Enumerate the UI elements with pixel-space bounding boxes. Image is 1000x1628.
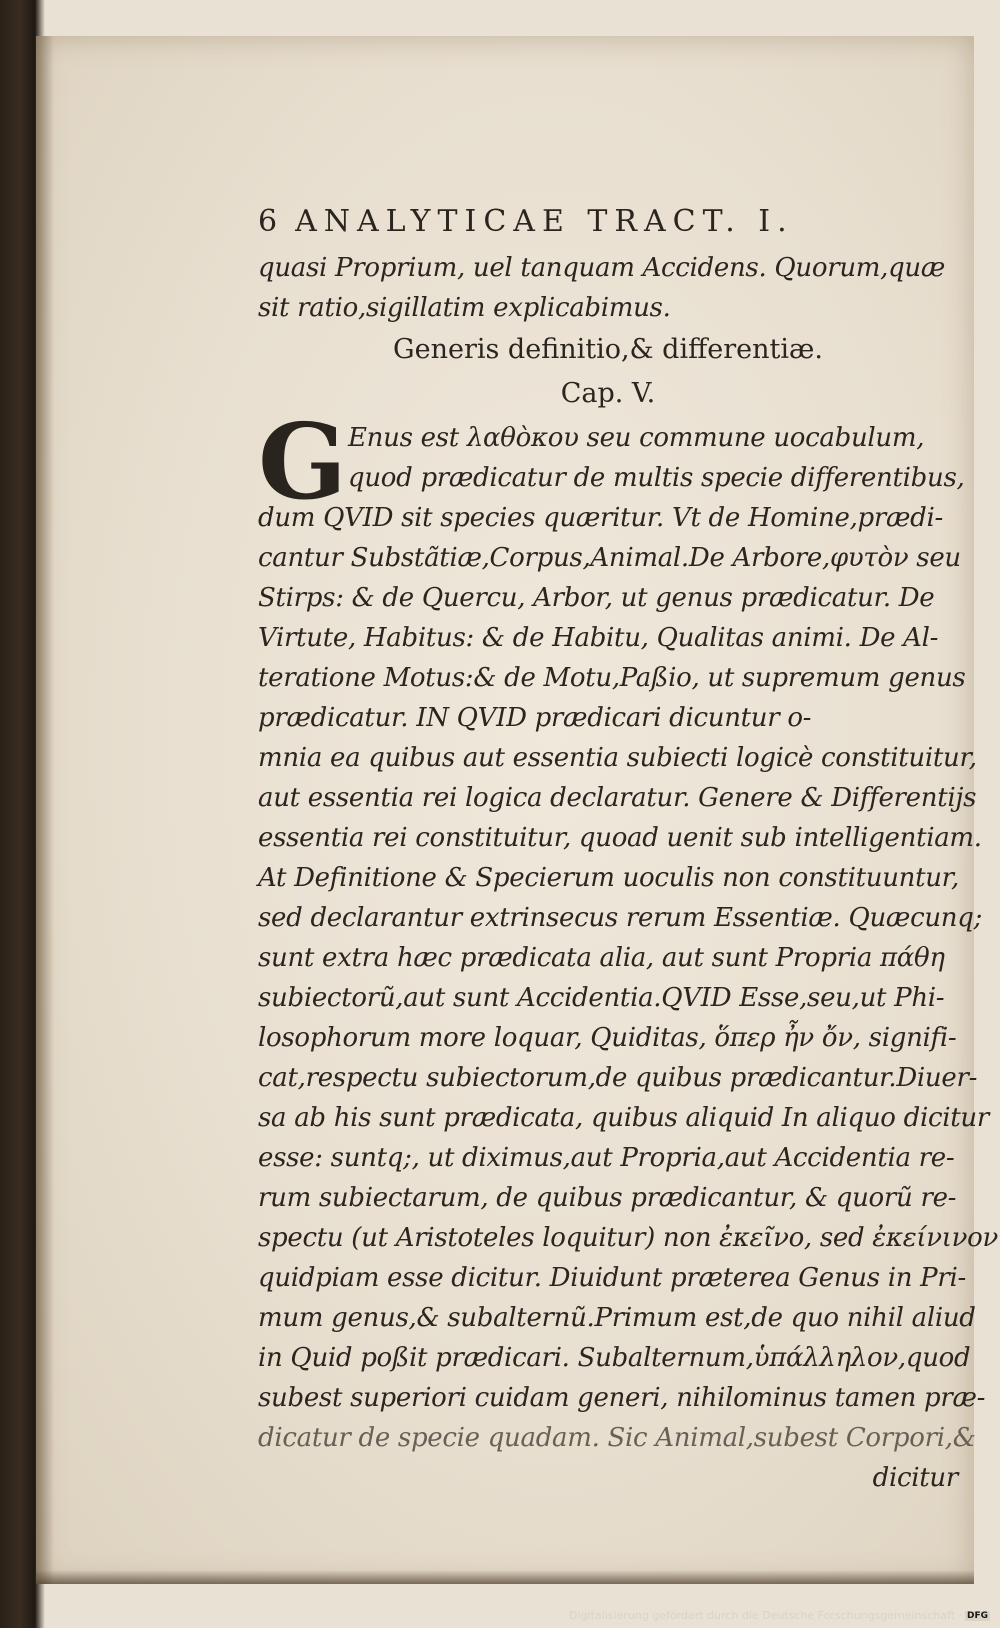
intro-line: sit ratio,sigillatim explicabimus.: [258, 293, 671, 323]
body-line: dum QVID sit species quæritur. Vt de Homine,prædi-: [258, 503, 943, 533]
body-line: sed declarantur extrinsecus rerum Essentiæ. Quæcunq;: [258, 903, 983, 933]
intro-line: quasi Proprium, uel tanquam Accidens. Quorum,quæ: [258, 253, 946, 283]
body-line: losophorum more loquar, Quiditas, ὅπερ ἦν ὄν, signifi-: [258, 1023, 957, 1053]
book-page: [36, 36, 999, 1584]
body-line: cantur Substãtiæ,Corpus,Animal.De Arbore,φυτὸν seu: [258, 543, 961, 573]
body-line: Stirps: & de Quercu, Arbor, ut genus prædicatur. De: [258, 583, 935, 613]
body-line: mum genus,& subalternũ.Primum est,de quo nihil aliud: [258, 1303, 976, 1333]
body-line: quod prædicatur de multis specie differentibus,: [348, 463, 965, 493]
body-line: prædicatur. IN QVID prædicari dicuntur o-: [258, 703, 812, 733]
credit-text: Digitalisierung gefördert durch die Deutsche Forschungsgemeinschaft: [569, 1609, 955, 1622]
page-bottom-edge: [36, 1570, 974, 1584]
body-line: Enus est λαθὸκου seu commune uocabulum,: [348, 423, 925, 453]
page-number: 6: [258, 204, 278, 239]
body-line: esse: suntq;, ut diximus,aut Propria,aut Accidentia re-: [258, 1143, 955, 1173]
body-line: rum subiectarum, de quibus prædicantur, & quorũ re-: [258, 1183, 957, 1213]
body-line: sa ab his sunt prædicata, quibus aliquid In aliquo dicitur: [258, 1103, 989, 1133]
catchword: dicitur: [872, 1463, 958, 1493]
body-line: spectu (ut Aristoteles loquitur) non ἐκεῖνο, sed ἐκείνινον: [258, 1223, 999, 1253]
dfg-logo: DFG: [966, 1611, 988, 1621]
body-line: essentia rei constituitur, quoad uenit sub intelligentiam.: [258, 823, 982, 853]
body-line: dicatur de specie quadam. Sic Animal,subest Corpori,&: [258, 1423, 976, 1453]
drop-cap-initial: G: [258, 400, 347, 523]
body-line: Virtute, Habitus: & de Habitu, Qualitas animi. De Al-: [258, 623, 939, 653]
body-line: mnia ea quibus aut essentia subiecti logicè constituitur,: [258, 743, 977, 773]
digitization-credit: Digitalisierung gefördert durch die Deutsche Forschungsgemeinschaft · DFG: [569, 1609, 988, 1622]
running-head: [258, 204, 958, 239]
spine-shadow: [36, 36, 54, 1584]
chapter-heading: Generis definitio,& differentiæ.: [393, 334, 823, 365]
body-line: At Definitione & Specierum uoculis non constituuntur,: [258, 863, 959, 893]
running-title: ANALYTICAE TRACT. I.: [295, 204, 794, 239]
body-line: sunt extra hæc prædicata alia, aut sunt Propria πάθη: [258, 943, 945, 973]
body-line: aut essentia rei logica declaratur. Genere & Differentijs: [258, 783, 977, 813]
body-line: subest superiori cuidam generi, nihilominus tamen præ-: [258, 1383, 986, 1413]
chapter-number: Cap. V.: [560, 378, 656, 409]
body-line: quidpiam esse dicitur. Diuidunt præterea Genus in Pri-: [258, 1263, 966, 1293]
body-line: cat,respectu subiectorum,de quibus prædicantur.Diuer-: [258, 1063, 978, 1093]
body-line: subiectorũ,aut sunt Accidentia.QVID Esse,seu,ut Phi-: [258, 983, 945, 1013]
body-line: in Quid poßit prædicari. Subalternum,ὑπάλληλον,quod: [258, 1343, 971, 1373]
body-line: teratione Motus:& de Motu,Paßio, ut supremum genus: [258, 663, 966, 693]
